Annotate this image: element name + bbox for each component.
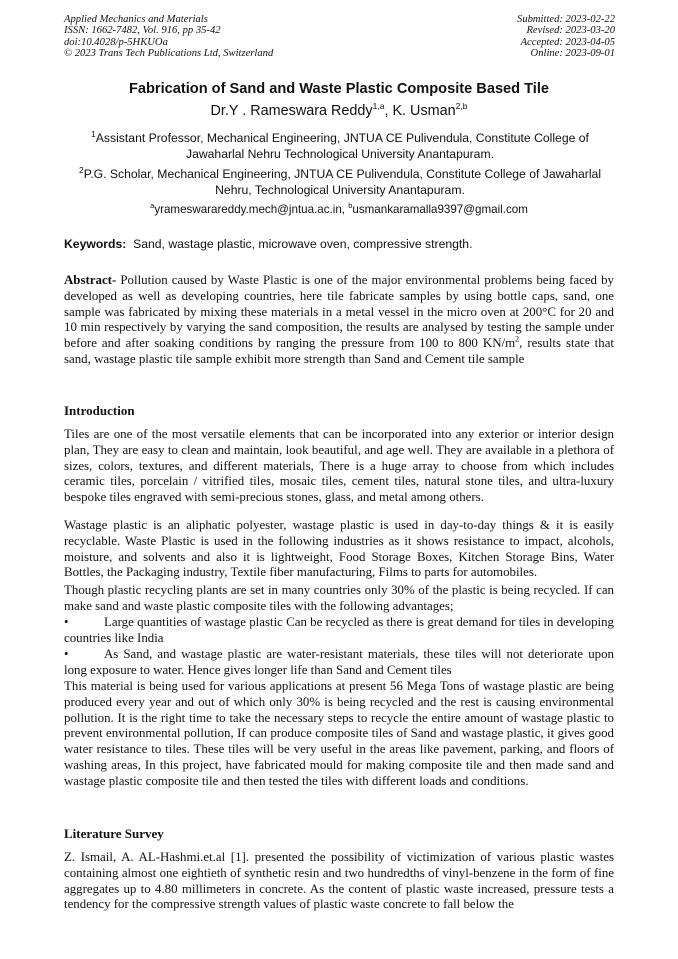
affiliation-1 xyxy=(70,130,610,162)
abstract xyxy=(64,273,614,368)
email-1-sup: a xyxy=(150,201,155,211)
author-separator: , xyxy=(384,103,393,119)
author-2-sup: 2,b xyxy=(455,101,468,112)
keywords-label: Keywords: xyxy=(64,237,127,251)
journal-doi: doi:10.4028/p-5HKUOa xyxy=(64,36,168,48)
date-accepted: Accepted: 2023-04-05 xyxy=(520,36,615,48)
email-2-sup: b xyxy=(348,201,353,211)
bullet-1-text: Large quantities of wastage plastic Can be recycled as there is great demand for tiles in developing countries like India xyxy=(64,615,614,645)
introduction-heading: Introduction xyxy=(64,403,135,418)
author-1: Dr.Y . Rameswara Reddy xyxy=(210,103,373,119)
keywords xyxy=(64,237,472,251)
author-emails xyxy=(0,203,678,216)
abstract-text-a: Pollution caused by Waste Plastic is one of the major environmental problems being faced by developed as well as developing countries, here tile fabricate samples by using bottle caps, sand, one sample was fabricated by mixing these materials in a metal vessel in the micro oven at 200°C for 20 and 10 min respectively by varying the sand composition, the results are analysed by testing the sample under before and after soaking conditions by ranging the pressure from 100 to 800 KN/m xyxy=(64,273,614,351)
journal-copyright: © 2023 Trans Tech Publications Ltd, Switzerland xyxy=(64,48,274,60)
journal-issn: ISSN: 1662-7482, Vol. 916, pp 35-42 xyxy=(64,25,221,37)
bullet-2-text: As Sand, and wastage plastic are water-resistant materials, these tiles will not deteriorate upon long exposure to water. Hence gives longer life than Sand and Cement tiles xyxy=(64,647,614,677)
email-1: yrameswarareddy.mech@jntua.ac.in, xyxy=(154,203,349,216)
bullet-item-1 xyxy=(64,615,614,647)
author-2: K. Usman xyxy=(392,103,456,119)
bullet-item-2 xyxy=(64,647,614,679)
authors xyxy=(0,103,678,119)
affiliation-2-text: P.G. Scholar, Mechanical Engineering, JNTUA CE Pulivendula, Constitute College of Jawaharlal Nehru, Technological University Anantapuram. xyxy=(83,167,602,197)
date-submitted: Submitted: 2023-02-22 xyxy=(517,14,615,25)
bullet-icon: • xyxy=(64,615,69,629)
literature-paragraph-1: Z. Ismail, A. AL-Hashmi.et.al [1]. presented the possibility of victimization of various plastic wastes containing almost one eightieth of synthetic resin and two hundredths of vinyl-benzene in the form of fine aggregates up to 4.80 millimeters in concrete. As the content of plastic waste increased, pressure tests a tendency for the compressive strength values of plastic waste concrete to fall below the xyxy=(64,850,614,912)
affiliation-2 xyxy=(70,166,610,198)
affiliation-2-sup: 2 xyxy=(78,164,84,175)
abstract-text-b: , results state that sand, wastage plastic tile sample exhibit more strength than Sand and Cement tile sample xyxy=(64,336,615,366)
author-1-sup: 1,a xyxy=(372,101,385,112)
date-revised: Revised: 2023-03-20 xyxy=(526,25,615,37)
affiliation-1-sup: 1 xyxy=(91,128,96,139)
intro-paragraph-1: Tiles are one of the most versatile elements that can be incorporated into any exterior or interior design plan, They are easy to clean and maintain, look beautiful, and age well. They are available in a plethora of sizes, colors, textures, and different materials, There is a huge array to choose from which includes ceramic tiles, porcelain / vitrified tiles, mosaic tiles, cement tiles, natural stone tiles, and ultra-luxury bespoke tiles engraved with semi-precious stones, glass, and metal among others. xyxy=(64,427,614,505)
bullet-icon: • xyxy=(64,647,69,661)
intro-paragraph-2: Wastage plastic is an aliphatic polyester, wastage plastic is used in day-to-day things & it is easily recyclable. Waste Plastic is used in the following industries as it shows resistance to impact, alcohols, moisture, and solvents and also it is lightweight, Food Storage Boxes, Kitchen Storage Bins, Water Bottles, the Packaging industry, Textile fiber manufacturing, Films to parts for automobiles. xyxy=(64,518,614,580)
paper-title: Fabrication of Sand and Waste Plastic Composite Based Tile xyxy=(128,81,550,97)
journal-info xyxy=(64,14,273,60)
journal-name: Applied Mechanics and Materials xyxy=(64,14,208,25)
intro-paragraph-3: Though plastic recycling plants are set in many countries only 30% of the plastic is being recycled. If can make sand and waste plastic composite tiles with the following advantages; xyxy=(64,583,614,613)
publication-dates xyxy=(517,14,615,60)
intro-paragraph-4: This material is being used for various applications at present 56 Mega Tons of wastage plastic are being produced every year and out of which only 30% is being recycled and the rest is causing environmental pollution. It is the right time to take the necessary steps to recycle the entire amount of wastage plastic to prevent environmental pollution, If can produce composite tiles of Sand and wastage plastic, it gives good water resistance to tiles. These tiles will be very useful in the areas like pavement, parking, and floors of washing areas, In this project, have fabricated mould for making composite tile and then made sand and wastage plastic composite tile and then tested the tiles with different loads and conditions. xyxy=(64,679,614,788)
keywords-text: Sand, wastage plastic, microwave oven, compressive strength. xyxy=(126,237,473,251)
affiliation-1-text: Assistant Professor, Mechanical Engineering, JNTUA CE Pulivendula, Constitute College of Jawaharlal Nehru Technological University Anantapuram. xyxy=(95,131,589,161)
abstract-sup: 2 xyxy=(515,334,520,344)
literature-heading: Literature Survey xyxy=(64,826,164,841)
date-online: Online: 2023-09-01 xyxy=(530,48,615,60)
abstract-label: Abstract- xyxy=(64,273,117,287)
email-2: usmankaramalla9397@gmail.com xyxy=(352,203,528,216)
